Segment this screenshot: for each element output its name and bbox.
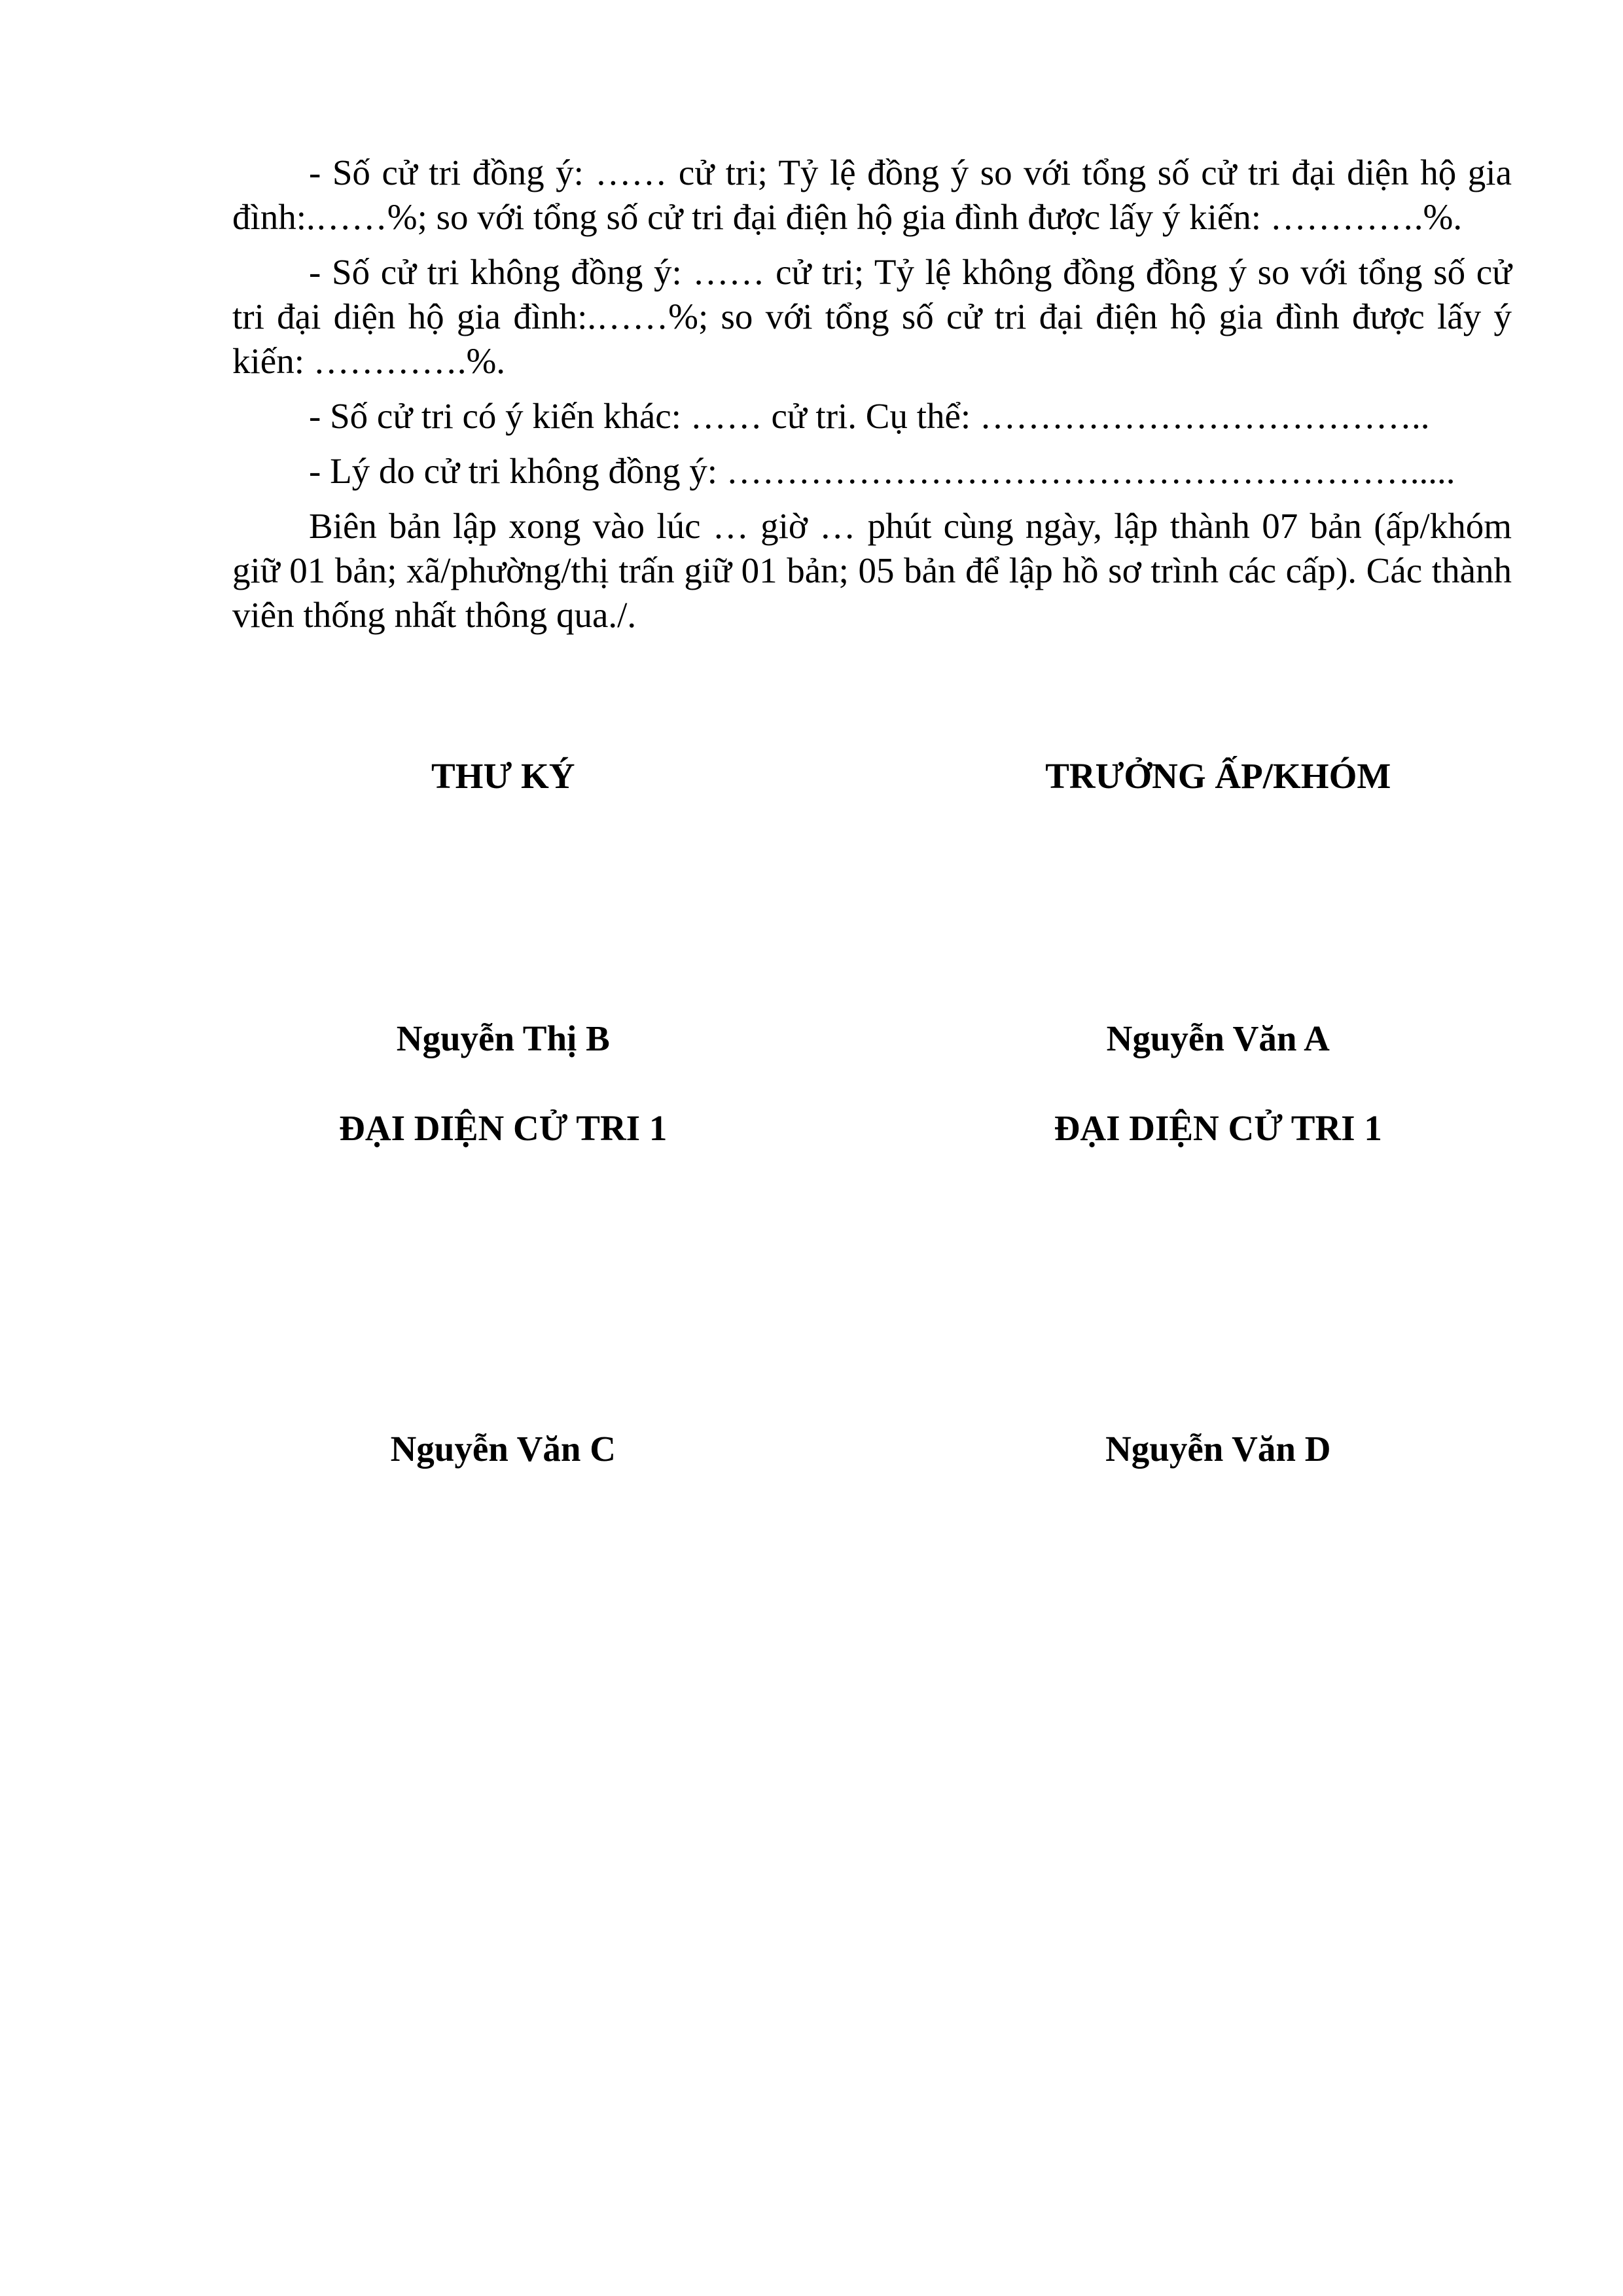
- paragraph-closing: Biên bản lập xong vào lúc … giờ … phút cùng ngày, lập thành 07 bản (ấp/khóm giữ 01 bản; xã/phường/thị trấn giữ 01 bản; 05 bản để lập hồ sơ trình các cấp). Các thành viên thống nhất thông qua./.: [232, 506, 1512, 635]
- signature-titles-row-2: [232, 1106, 1512, 1151]
- voter-representative-left-title: ĐẠI DIỆN CỬ TRI 1: [339, 1108, 668, 1148]
- secretary-name: Nguyễn Thị B: [396, 1018, 610, 1058]
- hamlet-head-title: TRƯỞNG ẤP/KHÓM: [1045, 756, 1391, 796]
- document-body: [232, 151, 1512, 648]
- hamlet-head-name: Nguyễn Văn A: [1106, 1018, 1330, 1058]
- signature-titles-row-1: [232, 754, 1512, 798]
- paragraph-disagree-reason: - Lý do cử tri không đồng ý: ………………………………………………….....: [309, 451, 1455, 491]
- voter-representative-right-name: Nguyễn Văn D: [1105, 1429, 1331, 1469]
- paragraph-agree-count: - Số cử tri đồng ý: …… cử tri; Tỷ lệ đồng ý so với tổng số cử tri đại diện hộ gia đình:.……%; so với tổng số cử tri đại điện hộ gia đình được lấy ý kiến: ………….%.: [232, 152, 1512, 237]
- signature-names-row-1: [232, 1016, 1512, 1061]
- secretary-title: THƯ KÝ: [431, 756, 575, 796]
- voter-representative-left-name: Nguyễn Văn C: [390, 1429, 616, 1469]
- paragraph-disagree-count: - Số cử tri không đồng ý: …… cử tri; Tỷ lệ không đồng đồng ý so với tổng số cử tri đại diện hộ gia đình:.……%; so với tổng số cử tri đại điện hộ gia đình được lấy ý kiến: ………….%.: [232, 252, 1512, 381]
- signature-names-row-2: [232, 1427, 1512, 1471]
- voter-representative-right-title: ĐẠI DIỆN CỬ TRI 1: [1054, 1108, 1382, 1148]
- paragraph-other-opinion: - Số cử tri có ý kiến khác: …… cử tri. Cụ thể: ………………………………..: [309, 396, 1430, 436]
